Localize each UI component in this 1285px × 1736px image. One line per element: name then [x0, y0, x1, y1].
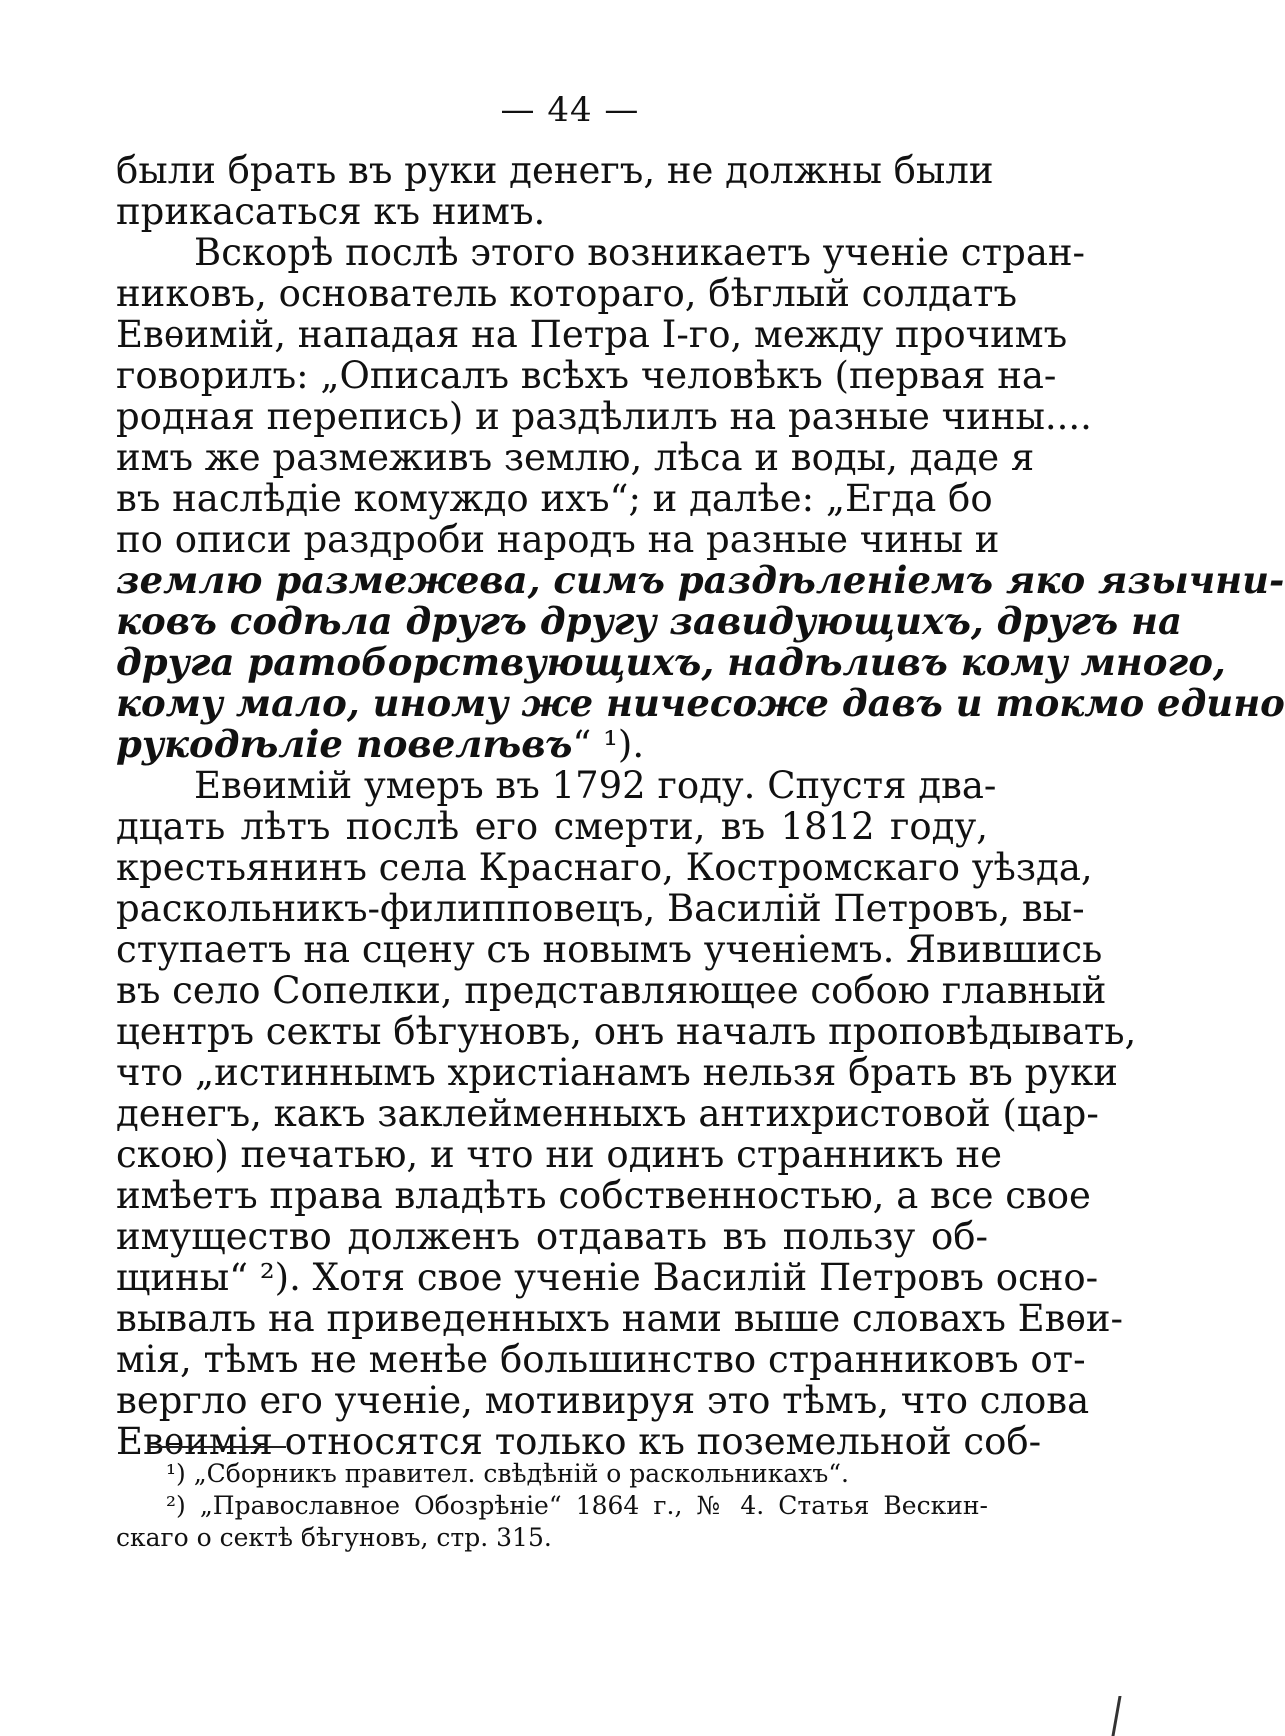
- text-line: въ наслѣдіе комуждо ихъ“; и далѣе: „Егда бо: [116, 477, 993, 520]
- text-line: были брать въ руки денегъ, не должны были: [116, 149, 994, 192]
- text-line: ступаетъ на сцену съ новымъ ученіемъ. Явившись: [116, 928, 1103, 971]
- text-line: Вскорѣ послѣ этого возникаетъ ученіе стран-: [194, 231, 1086, 274]
- text-line: мія, тѣмъ не менѣе большинство странниковъ от-: [116, 1338, 1086, 1381]
- text-line: что „истиннымъ христіанамъ нельзя брать въ руки: [116, 1051, 1118, 1094]
- text-line: раскольникъ-филипповецъ, Василій Петровъ, вы-: [116, 887, 1085, 930]
- text-line: въ село Сопелки, представляющее собою главный: [116, 969, 1107, 1012]
- text-line: никовъ, основатель котораго, бѣглый солдатъ: [116, 272, 1017, 315]
- footnote-2: ²) „Православное Обозрѣніе“ 1864 г., № 4. Статья Вескин-: [166, 1491, 988, 1520]
- footnote-1: ¹) „Сборникъ правител. свѣдѣній о раскольникахъ“.: [166, 1459, 849, 1488]
- footnote-divider: [150, 1446, 286, 1448]
- text-line: Евѳимій, нападая на Петра I-го, между прочимъ: [116, 313, 1068, 356]
- footnotes: [116, 1458, 988, 1554]
- italic-quote-end: рукодѣліе повелѣвъ: [116, 722, 573, 766]
- text-line: имъ же размеживъ землю, лѣса и воды, даде я: [116, 436, 1035, 479]
- italic-quote-line: друга ратоборствующихъ, надѣливъ кому много,: [116, 640, 1226, 684]
- text-line: дцать лѣтъ послѣ его смерти, въ 1812 году,: [116, 805, 988, 848]
- body-text: [116, 149, 1285, 1463]
- italic-quote-line: землю размежева, симъ раздѣленіемъ яко язычни-: [116, 558, 1285, 602]
- text-line: щины“ ²). Хотя свое ученіе Василій Петровъ осно-: [116, 1256, 1099, 1299]
- text-line: Евѳимія относятся только къ поземельной соб-: [116, 1420, 1042, 1463]
- text-line: родная перепись) и раздѣлилъ на разные чины....: [116, 395, 1092, 438]
- footnote-2-continuation: скаго о сектѣ бѣгуновъ, стр. 315.: [116, 1523, 552, 1552]
- text-line: вергло его ученіе, мотивируя это тѣмъ, что слова: [116, 1379, 1090, 1422]
- page-number: — 44 —: [500, 90, 640, 130]
- text-line: имѣетъ права владѣть собственностью, а все свое: [116, 1174, 1091, 1217]
- text-line: прикасаться къ нимъ.: [116, 190, 546, 233]
- text-line: имущество долженъ отдавать въ пользу об-: [116, 1215, 988, 1258]
- text-line: скою) печатью, и что ни одинъ странникъ не: [116, 1133, 1003, 1176]
- italic-quote-line: ковъ содѣла другъ другу завидующихъ, другъ на: [116, 599, 1182, 643]
- text-line: Евѳимій умеръ въ 1792 году. Спустя два-: [194, 764, 997, 807]
- text-line: вывалъ на приведенныхъ нами выше словахъ Евѳи-: [116, 1297, 1124, 1340]
- text-line: [116, 724, 988, 765]
- page-edge-mark: [1111, 1696, 1143, 1736]
- footnote-ref-1: “ ¹).: [572, 723, 645, 766]
- text-line: денегъ, какъ заклейменныхъ антихристовой (цар-: [116, 1092, 1099, 1135]
- italic-quote-line: кому мало, иному же ничесоже давъ и токмо едино: [116, 681, 1285, 725]
- text-line: центръ секты бѣгуновъ, онъ началъ проповѣдывать,: [116, 1010, 1137, 1053]
- text-line: по описи раздроби народъ на разные чины и: [116, 518, 1000, 561]
- text-line: говорилъ: „Описалъ всѣхъ человѣкъ (первая на-: [116, 354, 1057, 397]
- text-line: крестьянинъ села Краснаго, Костромскаго уѣзда,: [116, 846, 1093, 889]
